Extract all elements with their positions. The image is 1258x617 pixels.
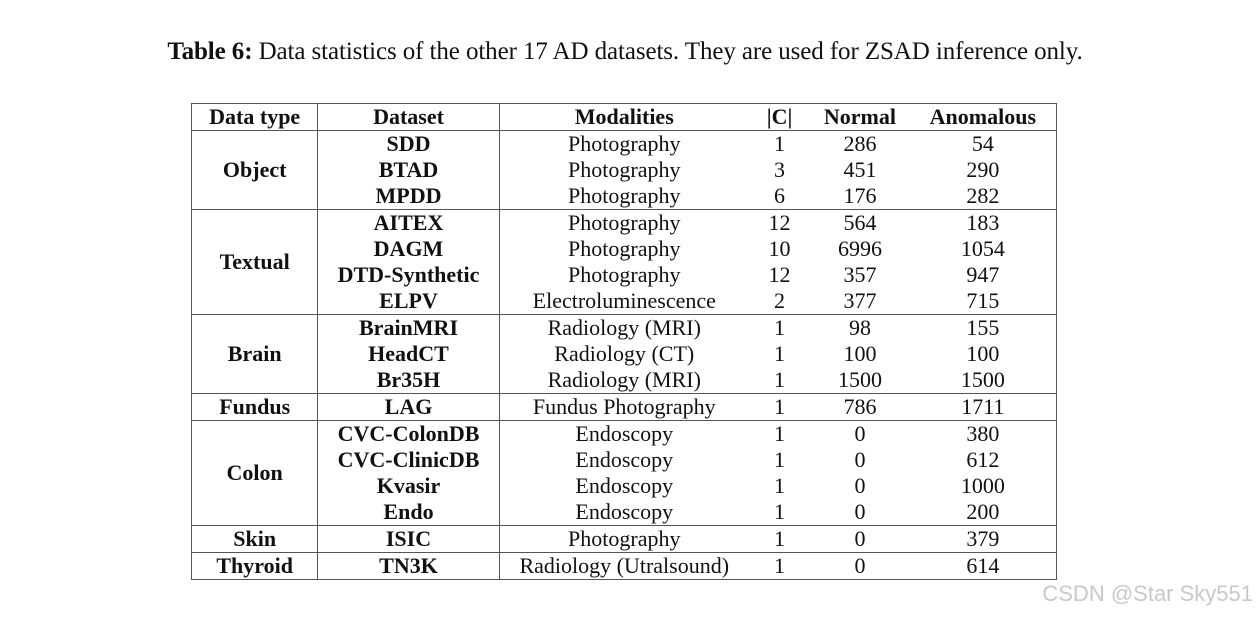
anomalous-cell: 155	[910, 315, 1057, 342]
caption-text: Data statistics of the other 17 AD datasets. They are used for ZSAD inference only.	[252, 38, 1083, 65]
dataset-cell: DTD-Synthetic	[318, 262, 499, 288]
normal-cell: 1500	[837, 367, 882, 392]
anomalous-cell: 290	[966, 157, 1000, 182]
classes-cell: 2	[774, 288, 786, 313]
table-row	[192, 447, 1057, 473]
data-type-cell: Fundus	[192, 394, 318, 421]
anomalous-cell: 183	[910, 210, 1057, 237]
modality-cell: Radiology (CT)	[554, 341, 695, 366]
normal-cell: 286	[810, 131, 909, 158]
normal-cell: 786	[810, 394, 909, 421]
classes-cell: 1	[774, 341, 786, 366]
normal-cell: 98	[810, 315, 909, 342]
modality-cell: Photography	[499, 526, 749, 553]
table-row	[192, 421, 1057, 448]
header-modalities: Modalities	[499, 104, 749, 131]
dataset-cell: CVC-ClinicDB	[318, 447, 499, 473]
header-normal: Normal	[810, 104, 909, 131]
anomalous-cell: 612	[966, 447, 1000, 472]
modality-cell: Photography	[568, 183, 681, 208]
table-row	[192, 553, 1057, 580]
dataset-cell: ELPV	[318, 288, 499, 315]
dataset-cell: CVC-ColonDB	[318, 421, 499, 448]
table-row	[192, 499, 1057, 526]
modality-cell: Photography	[568, 236, 681, 261]
table-row	[192, 183, 1057, 210]
header-row	[192, 104, 1057, 131]
table-row	[192, 526, 1057, 553]
dataset-cell: Endo	[318, 499, 499, 526]
header-anomalous: Anomalous	[910, 104, 1057, 131]
dataset-cell: LAG	[318, 394, 499, 421]
anomalous-cell: 380	[910, 421, 1057, 448]
anomalous-cell: 379	[910, 526, 1057, 553]
modality-cell: Endoscopy	[499, 421, 749, 448]
classes-cell: 1	[749, 421, 810, 448]
data-type-cell: Thyroid	[192, 553, 318, 580]
normal-cell: 357	[843, 262, 877, 287]
data-type-cell: Colon	[192, 421, 318, 526]
dataset-cell: HeadCT	[318, 341, 499, 367]
dataset-cell: Br35H	[318, 367, 499, 394]
anomalous-cell: 715	[966, 288, 1000, 313]
table-row	[192, 315, 1057, 342]
modality-cell: Electroluminescence	[532, 288, 716, 313]
table-row	[192, 367, 1057, 394]
modality-cell: Radiology (MRI)	[547, 367, 701, 392]
classes-cell: 6	[774, 183, 786, 208]
anomalous-cell: 282	[966, 183, 1000, 208]
anomalous-cell: 1711	[910, 394, 1057, 421]
normal-cell: 0	[810, 553, 909, 580]
normal-cell: 451	[843, 157, 877, 182]
table-body	[192, 131, 1057, 580]
dataset-cell: SDD	[318, 131, 499, 158]
modality-cell: Endoscopy	[575, 447, 674, 472]
classes-cell: 1	[774, 447, 786, 472]
table-caption	[0, 38, 1250, 66]
modality-cell: Photography	[568, 157, 681, 182]
classes-cell: 1	[749, 526, 810, 553]
modality-cell: Photography	[499, 210, 749, 237]
anomalous-cell: 1054	[960, 236, 1005, 261]
table-row	[192, 473, 1057, 499]
dataset-cell: BTAD	[318, 157, 499, 183]
dataset-cell: BrainMRI	[318, 315, 499, 342]
normal-cell: 564	[810, 210, 909, 237]
normal-cell: 377	[843, 288, 877, 313]
table-row	[192, 262, 1057, 288]
data-type-cell: Skin	[192, 526, 318, 553]
data-statistics-table	[191, 103, 1057, 580]
normal-cell: 176	[843, 183, 877, 208]
classes-cell: 12	[768, 262, 791, 287]
modality-cell: Fundus Photography	[499, 394, 749, 421]
classes-cell: 1	[749, 394, 810, 421]
normal-cell: 0	[854, 499, 866, 524]
caption-label: Table 6:	[167, 38, 253, 65]
table-row	[192, 341, 1057, 367]
watermark: CSDN @Star Sky551	[1042, 581, 1253, 606]
classes-cell: 1	[774, 473, 786, 498]
classes-cell: 3	[774, 157, 786, 182]
classes-cell: 1	[749, 553, 810, 580]
table-row	[192, 131, 1057, 158]
anomalous-cell: 200	[966, 499, 1000, 524]
data-type-cell: Textual	[192, 210, 318, 315]
normal-cell: 0	[854, 473, 866, 498]
classes-cell: 1	[749, 131, 810, 158]
classes-cell: 1	[774, 499, 786, 524]
modality-cell: Radiology (Utralsound)	[499, 553, 749, 580]
table-row	[192, 288, 1057, 315]
anomalous-cell: 54	[910, 131, 1057, 158]
header-dataset: Dataset	[318, 104, 499, 131]
header-classes: |C|	[749, 104, 810, 131]
normal-cell: 0	[810, 526, 909, 553]
modality-cell: Endoscopy	[575, 499, 674, 524]
classes-cell: 12	[749, 210, 810, 237]
anomalous-cell: 614	[910, 553, 1057, 580]
data-type-cell: Brain	[192, 315, 318, 394]
dataset-cell: ISIC	[318, 526, 499, 553]
dataset-cell: MPDD	[318, 183, 499, 210]
dataset-cell: Kvasir	[318, 473, 499, 499]
modality-cell: Endoscopy	[575, 473, 674, 498]
normal-cell: 0	[810, 421, 909, 448]
header-data-type: Data type	[192, 104, 318, 131]
table-row	[192, 236, 1057, 262]
modality-cell: Photography	[568, 262, 681, 287]
anomalous-cell: 947	[966, 262, 1000, 287]
anomalous-cell: 100	[966, 341, 1000, 366]
dataset-cell: AITEX	[318, 210, 499, 237]
dataset-cell: TN3K	[318, 553, 499, 580]
classes-cell: 1	[774, 367, 786, 392]
anomalous-cell: 1500	[960, 367, 1005, 392]
modality-cell: Photography	[499, 131, 749, 158]
classes-cell: 1	[749, 315, 810, 342]
anomalous-cell: 1000	[960, 473, 1005, 498]
normal-cell: 6996	[837, 236, 882, 261]
classes-cell: 10	[768, 236, 791, 261]
table-row	[192, 210, 1057, 237]
dataset-cell: DAGM	[318, 236, 499, 262]
data-type-cell: Object	[192, 131, 318, 210]
normal-cell: 100	[843, 341, 877, 366]
table-row	[192, 394, 1057, 421]
normal-cell: 0	[854, 447, 866, 472]
modality-cell: Radiology (MRI)	[499, 315, 749, 342]
table-row	[192, 157, 1057, 183]
